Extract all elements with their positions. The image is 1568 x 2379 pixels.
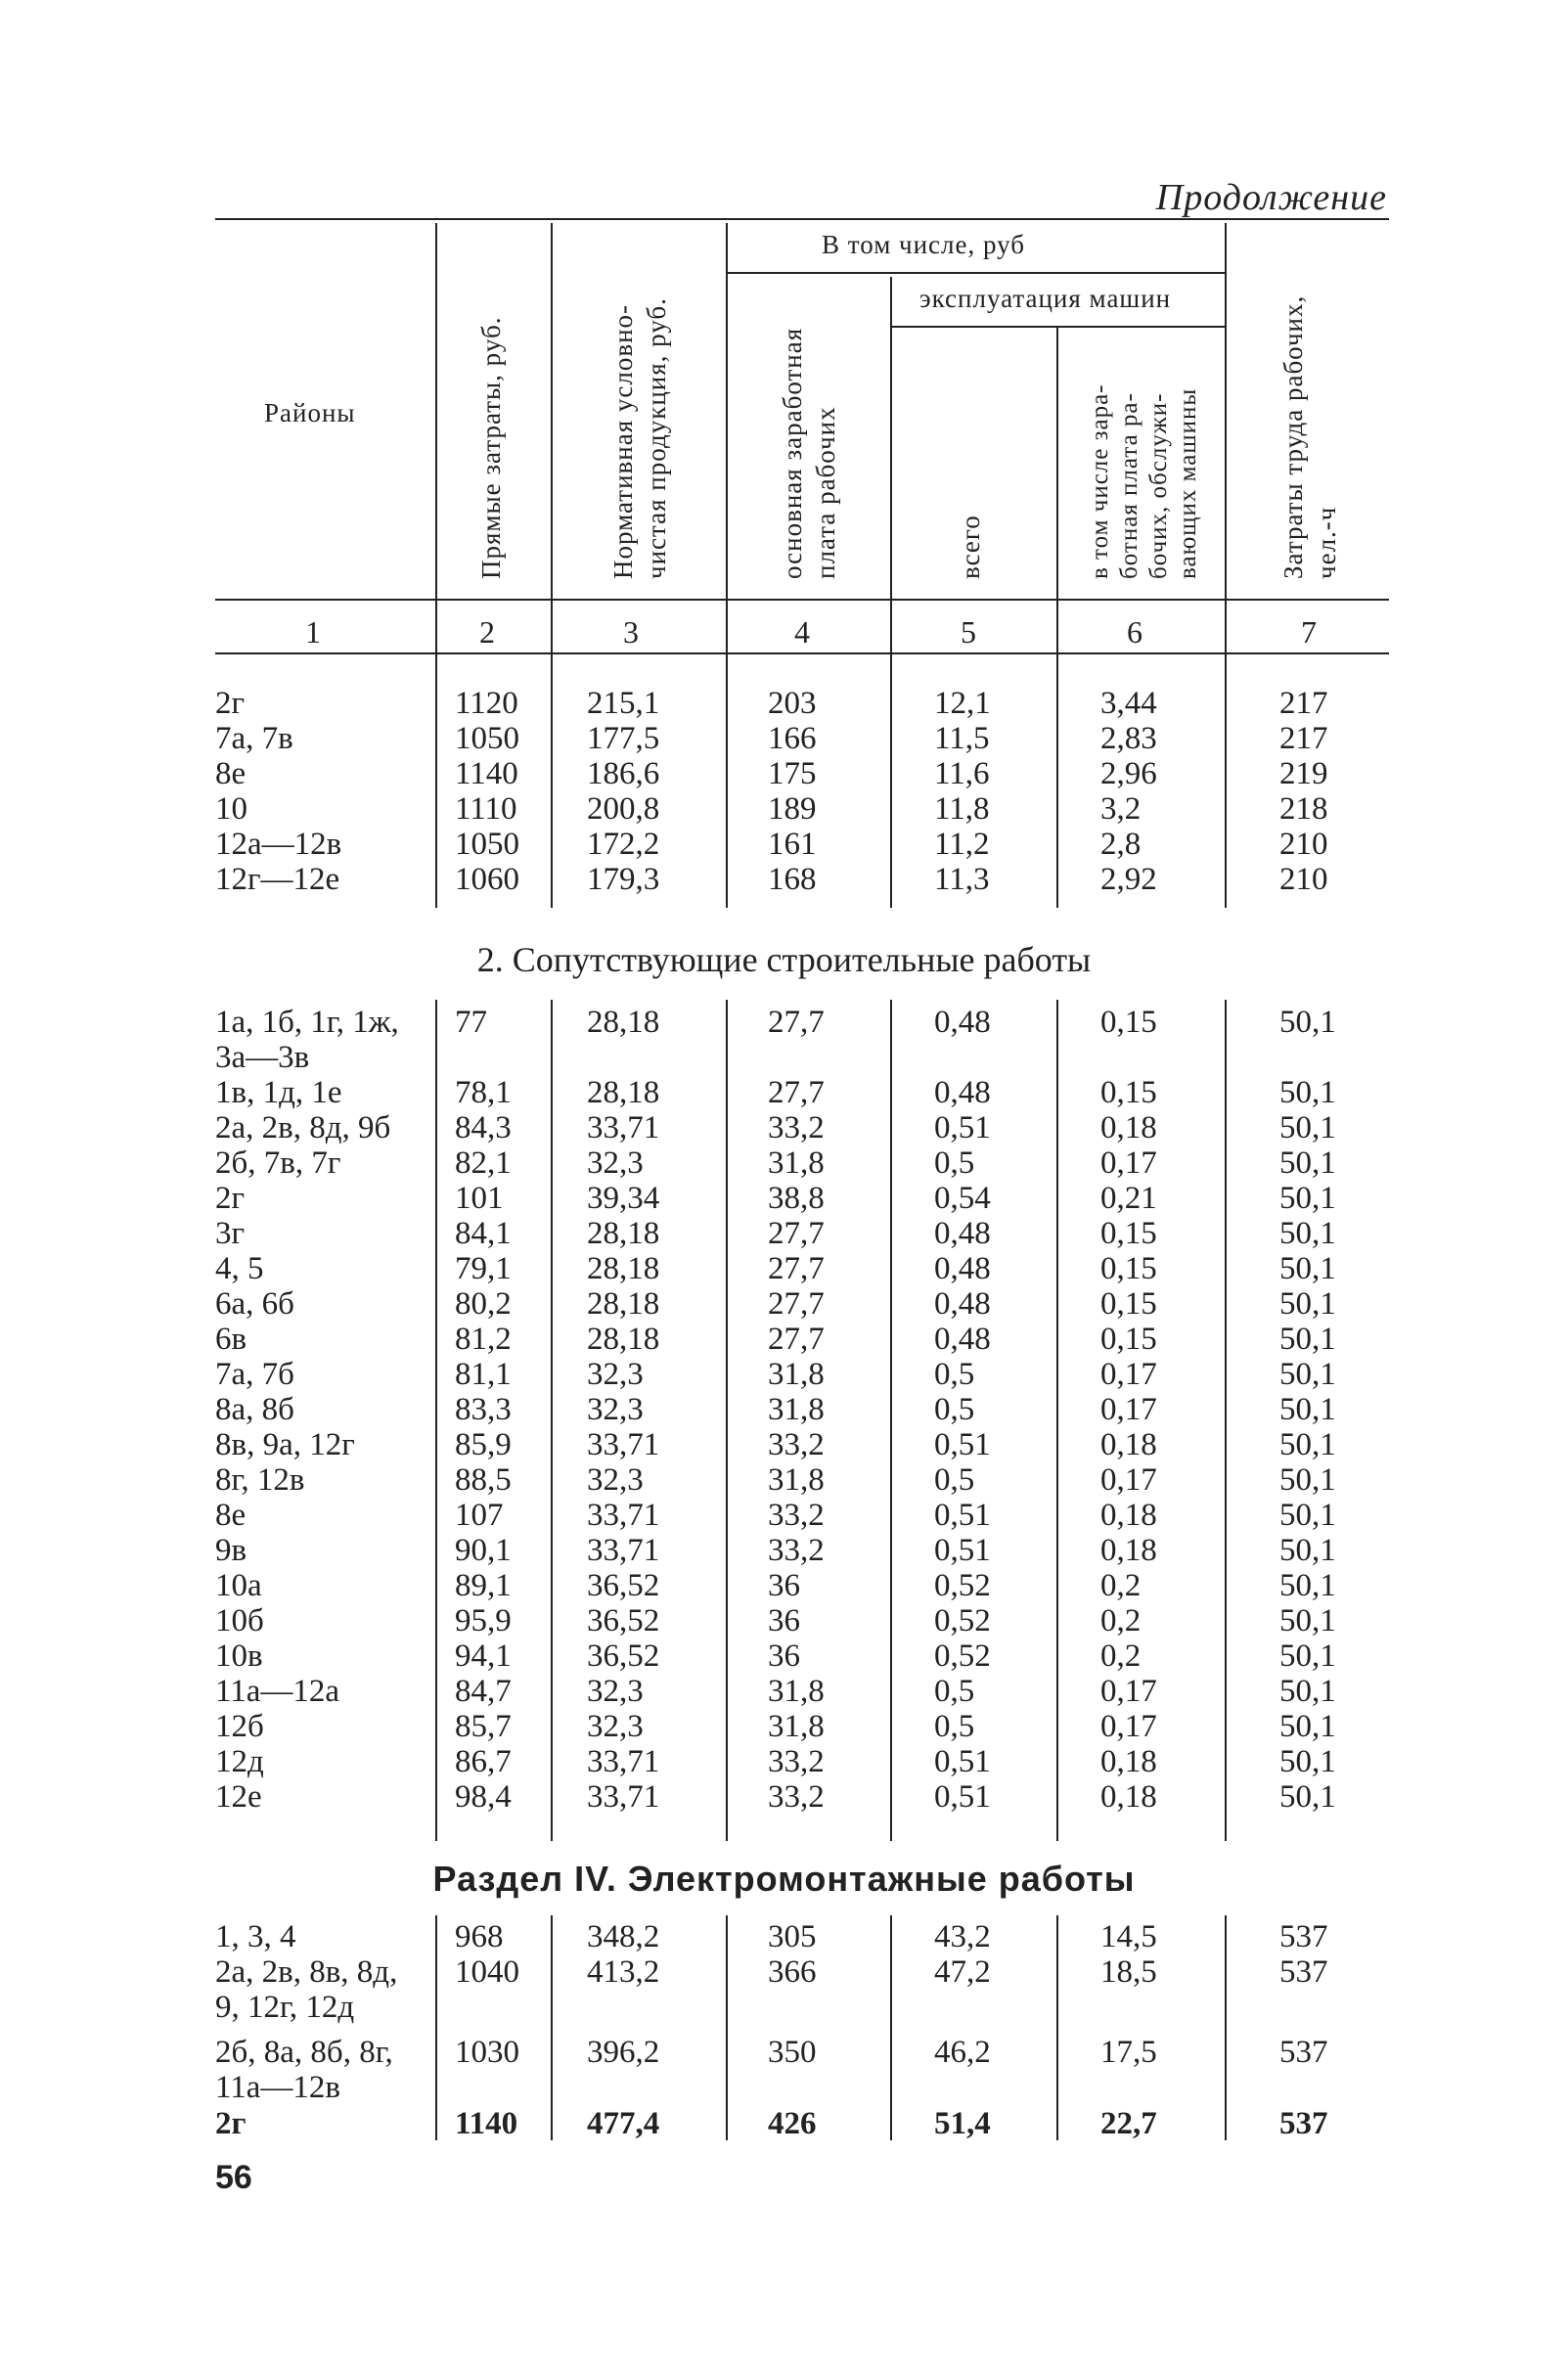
value-cell: 2,83 xyxy=(1100,721,1157,756)
value-cell: 0,18 xyxy=(1100,1779,1157,1815)
table-row xyxy=(0,1040,1568,1075)
value-cell: 50,1 xyxy=(1279,1075,1336,1110)
value-cell: 1110 xyxy=(455,791,517,827)
value-cell: 33,2 xyxy=(768,1744,825,1779)
value-cell: 90,1 xyxy=(455,1533,512,1568)
value-cell: 2,96 xyxy=(1100,756,1157,791)
value-cell: 968 xyxy=(455,1919,504,1954)
region-cell: 8е xyxy=(215,756,246,791)
value-cell: 98,4 xyxy=(455,1779,512,1815)
value-cell: 95,9 xyxy=(455,1603,512,1638)
value-cell: 50,1 xyxy=(1279,1145,1336,1181)
header-machine-wage-line1: в том числе зара- xyxy=(1087,383,1113,579)
value-cell: 0,2 xyxy=(1100,1568,1142,1603)
value-cell: 0,17 xyxy=(1100,1674,1157,1709)
header-machines: эксплуатация машин xyxy=(919,284,1172,313)
value-cell: 305 xyxy=(768,1919,817,1954)
value-cell: 46,2 xyxy=(934,2035,991,2070)
table-row xyxy=(0,721,1568,756)
value-cell: 36 xyxy=(768,1568,800,1603)
header-machine-wage-line3: бочих, обслужи- xyxy=(1145,392,1172,579)
value-cell: 50,1 xyxy=(1279,1779,1336,1815)
table-row xyxy=(0,1990,1568,2025)
value-cell: 27,7 xyxy=(768,1286,825,1322)
table-top-rule xyxy=(215,218,1389,220)
value-cell: 11,3 xyxy=(934,862,990,897)
colnum-2: 2 xyxy=(479,614,495,650)
value-cell: 0,17 xyxy=(1100,1392,1157,1427)
value-cell: 84,1 xyxy=(455,1216,512,1251)
value-cell: 50,1 xyxy=(1279,1427,1336,1462)
value-cell: 36 xyxy=(768,1638,800,1674)
region-cell: 8е xyxy=(215,1498,246,1533)
value-cell: 50,1 xyxy=(1279,1322,1336,1357)
region-cell: 10 xyxy=(215,791,247,827)
region-cell: 9, 12г, 12д xyxy=(215,1990,355,2025)
value-cell: 28,18 xyxy=(587,1322,660,1357)
value-cell: 31,8 xyxy=(768,1462,825,1498)
value-cell: 2,92 xyxy=(1100,862,1157,897)
value-cell: 0,17 xyxy=(1100,1357,1157,1392)
value-cell: 537 xyxy=(1279,1919,1328,1954)
value-cell: 0,17 xyxy=(1100,1709,1157,1744)
value-cell: 0,18 xyxy=(1100,1533,1157,1568)
header-base-wage-line2: плата рабочих xyxy=(811,406,840,579)
value-cell: 94,1 xyxy=(455,1638,512,1674)
value-cell: 27,7 xyxy=(768,1251,825,1286)
section-2-title: 2. Сопутствующие строительные работы xyxy=(476,940,1092,979)
value-cell: 107 xyxy=(455,1498,504,1533)
value-cell: 28,18 xyxy=(587,1286,660,1322)
table-row xyxy=(0,1110,1568,1145)
value-cell: 0,52 xyxy=(934,1603,991,1638)
table-row xyxy=(0,1568,1568,1603)
table-row xyxy=(0,1462,1568,1498)
value-cell: 33,71 xyxy=(587,1427,660,1462)
value-cell: 33,2 xyxy=(768,1110,825,1145)
region-cell: 7а, 7в xyxy=(215,721,293,756)
value-cell: 200,8 xyxy=(587,791,660,827)
value-cell: 43,2 xyxy=(934,1919,991,1954)
table-row xyxy=(0,1357,1568,1392)
value-cell: 81,1 xyxy=(455,1357,512,1392)
value-cell: 11,2 xyxy=(934,827,990,862)
colnum-3: 3 xyxy=(623,614,639,650)
value-cell: 50,1 xyxy=(1279,1744,1336,1779)
table-row xyxy=(0,1744,1568,1779)
value-cell: 83,3 xyxy=(455,1392,512,1427)
value-cell: 28,18 xyxy=(587,1075,660,1110)
value-cell: 177,5 xyxy=(587,721,660,756)
value-cell: 203 xyxy=(768,686,817,721)
region-cell: 3а—3в xyxy=(215,1040,310,1075)
value-cell: 81,2 xyxy=(455,1322,512,1357)
page-number: 56 xyxy=(215,2159,252,2196)
value-cell: 32,3 xyxy=(587,1145,644,1181)
value-cell: 31,8 xyxy=(768,1357,825,1392)
value-cell: 0,18 xyxy=(1100,1498,1157,1533)
colnum-6: 6 xyxy=(1127,614,1142,650)
value-cell: 50,1 xyxy=(1279,1286,1336,1322)
value-cell: 396,2 xyxy=(587,2035,660,2070)
value-cell: 166 xyxy=(768,721,817,756)
value-cell: 86,7 xyxy=(455,1744,512,1779)
table-row xyxy=(0,2070,1568,2105)
value-cell: 0,5 xyxy=(934,1462,975,1498)
value-cell: 0,15 xyxy=(1100,1075,1157,1110)
value-cell: 77 xyxy=(455,1005,487,1040)
value-cell: 36,52 xyxy=(587,1568,660,1603)
value-cell: 33,2 xyxy=(768,1498,825,1533)
header-direct-costs: Прямые затраты, руб. xyxy=(476,316,506,579)
value-cell: 161 xyxy=(768,827,817,862)
value-cell: 0,18 xyxy=(1100,1110,1157,1145)
value-cell: 28,18 xyxy=(587,1216,660,1251)
value-cell: 168 xyxy=(768,862,817,897)
value-cell: 85,7 xyxy=(455,1709,512,1744)
value-cell: 27,7 xyxy=(768,1322,825,1357)
continuation-label: Продолжение xyxy=(1155,177,1387,218)
value-cell: 33,2 xyxy=(768,1779,825,1815)
value-cell: 50,1 xyxy=(1279,1392,1336,1427)
table-row xyxy=(0,1779,1568,1815)
region-cell: 10б xyxy=(215,1603,264,1638)
region-cell: 9в xyxy=(215,1533,247,1568)
value-cell: 0,18 xyxy=(1100,1427,1157,1462)
value-cell: 27,7 xyxy=(768,1216,825,1251)
value-cell: 36 xyxy=(768,1603,800,1638)
value-cell: 22,7 xyxy=(1100,2106,1157,2141)
colnum-5: 5 xyxy=(961,614,976,650)
value-cell: 50,1 xyxy=(1279,1709,1336,1744)
value-cell: 33,71 xyxy=(587,1498,660,1533)
value-cell: 537 xyxy=(1279,1954,1328,1990)
value-cell: 50,1 xyxy=(1279,1568,1336,1603)
region-cell: 1в, 1д, 1е xyxy=(215,1075,342,1110)
value-cell: 0,5 xyxy=(934,1145,975,1181)
table-row xyxy=(0,1674,1568,1709)
section-3-title: Раздел IV. Электромонтажные работы xyxy=(432,1859,1136,1899)
region-cell: 3г xyxy=(215,1216,246,1251)
value-cell: 1060 xyxy=(455,862,519,897)
region-cell: 12б xyxy=(215,1709,264,1744)
header-labor-line2: чел.-ч xyxy=(1312,506,1341,579)
value-cell: 14,5 xyxy=(1100,1919,1157,1954)
table-row xyxy=(0,1181,1568,1216)
header-base-wage-line1: основная заработная xyxy=(778,327,807,579)
value-cell: 32,3 xyxy=(587,1709,644,1744)
region-cell: 12г—12е xyxy=(215,862,340,897)
value-cell: 0,51 xyxy=(934,1779,991,1815)
table-row xyxy=(0,686,1568,721)
value-cell: 0,2 xyxy=(1100,1603,1142,1638)
value-cell: 85,9 xyxy=(455,1427,512,1462)
value-cell: 31,8 xyxy=(768,1145,825,1181)
colnum-bottom-rule xyxy=(215,652,1389,654)
value-cell: 50,1 xyxy=(1279,1216,1336,1251)
value-cell: 0,15 xyxy=(1100,1251,1157,1286)
value-cell: 82,1 xyxy=(455,1145,512,1181)
value-cell: 36,52 xyxy=(587,1603,660,1638)
value-cell: 0,5 xyxy=(934,1357,975,1392)
table-row xyxy=(0,1392,1568,1427)
value-cell: 0,15 xyxy=(1100,1005,1157,1040)
value-cell: 50,1 xyxy=(1279,1251,1336,1286)
region-cell: 2а, 2в, 8д, 9б xyxy=(215,1110,391,1145)
table-row xyxy=(0,1251,1568,1286)
value-cell: 1140 xyxy=(455,756,518,791)
value-cell: 1120 xyxy=(455,686,518,721)
value-cell: 537 xyxy=(1279,2106,1328,2141)
region-cell: 2б, 7в, 7г xyxy=(215,1145,341,1181)
value-cell: 0,51 xyxy=(934,1110,991,1145)
value-cell: 0,15 xyxy=(1100,1286,1157,1322)
value-cell: 32,3 xyxy=(587,1462,644,1498)
value-cell: 33,71 xyxy=(587,1533,660,1568)
region-cell: 2а, 2в, 8в, 8д, xyxy=(215,1954,398,1990)
value-cell: 1140 xyxy=(455,2106,518,2141)
header-regions: Районы xyxy=(264,398,356,427)
table-row xyxy=(0,1603,1568,1638)
table-row xyxy=(0,1638,1568,1674)
region-cell: 11а—12а xyxy=(215,1674,340,1709)
colnum-7: 7 xyxy=(1301,614,1317,650)
table-row xyxy=(0,862,1568,897)
value-cell: 79,1 xyxy=(455,1251,512,1286)
value-cell: 50,1 xyxy=(1279,1462,1336,1498)
table-row xyxy=(0,1145,1568,1181)
value-cell: 0,21 xyxy=(1100,1181,1157,1216)
region-cell: 12д xyxy=(215,1744,264,1779)
value-cell: 0,51 xyxy=(934,1744,991,1779)
value-cell: 18,5 xyxy=(1100,1954,1157,1990)
value-cell: 0,48 xyxy=(934,1286,991,1322)
value-cell: 210 xyxy=(1279,827,1328,862)
value-cell: 0,2 xyxy=(1100,1638,1142,1674)
table-row xyxy=(0,791,1568,827)
value-cell: 0,17 xyxy=(1100,1462,1157,1498)
value-cell: 88,5 xyxy=(455,1462,512,1498)
table-row xyxy=(0,2106,1568,2141)
value-cell: 1050 xyxy=(455,721,519,756)
value-cell: 0,48 xyxy=(934,1005,991,1040)
value-cell: 31,8 xyxy=(768,1392,825,1427)
region-cell: 2г xyxy=(215,1181,246,1216)
table-row xyxy=(0,1005,1568,1040)
region-cell: 2г xyxy=(215,2106,246,2141)
table-row xyxy=(0,1322,1568,1357)
value-cell: 215,1 xyxy=(587,686,660,721)
value-cell: 1030 xyxy=(455,2035,519,2070)
header-machine-wage xyxy=(1086,383,1203,579)
region-cell: 1, 3, 4 xyxy=(215,1919,296,1954)
value-cell: 32,3 xyxy=(587,1357,644,1392)
region-cell: 10а xyxy=(215,1568,262,1603)
table-row xyxy=(0,1919,1568,1954)
region-cell: 12а—12в xyxy=(215,827,342,862)
value-cell: 101 xyxy=(455,1181,504,1216)
value-cell: 477,4 xyxy=(587,2106,660,2141)
value-cell: 0,52 xyxy=(934,1638,991,1674)
table-row xyxy=(0,1709,1568,1744)
value-cell: 17,5 xyxy=(1100,2035,1157,2070)
value-cell: 0,51 xyxy=(934,1533,991,1568)
value-cell: 0,5 xyxy=(934,1709,975,1744)
value-cell: 0,5 xyxy=(934,1674,975,1709)
value-cell: 84,3 xyxy=(455,1110,512,1145)
value-cell: 0,52 xyxy=(934,1568,991,1603)
value-cell: 210 xyxy=(1279,862,1328,897)
header-machine-wage-line4: вающих машины xyxy=(1175,387,1201,579)
value-cell: 50,1 xyxy=(1279,1110,1336,1145)
colnum-4: 4 xyxy=(794,614,810,650)
value-cell: 3,2 xyxy=(1100,791,1142,827)
value-cell: 33,71 xyxy=(587,1110,660,1145)
header-labor-line1: Затраты труда рабочих, xyxy=(1278,294,1308,579)
value-cell: 0,54 xyxy=(934,1181,991,1216)
value-cell: 1050 xyxy=(455,827,519,862)
value-cell: 0,48 xyxy=(934,1322,991,1357)
value-cell: 172,2 xyxy=(587,827,660,862)
value-cell: 366 xyxy=(768,1954,817,1990)
table-row xyxy=(0,1286,1568,1322)
value-cell: 51,4 xyxy=(934,2106,991,2141)
value-cell: 0,48 xyxy=(934,1075,991,1110)
value-cell: 31,8 xyxy=(768,1709,825,1744)
header-incl-group: В том числе, руб xyxy=(822,230,1026,259)
region-cell: 1а, 1б, 1г, 1ж, xyxy=(215,1005,399,1040)
value-cell: 217 xyxy=(1279,686,1328,721)
value-cell: 36,52 xyxy=(587,1638,660,1674)
header-normative xyxy=(606,297,673,579)
region-cell: 8в, 9а, 12г xyxy=(215,1427,355,1462)
region-cell: 7а, 7б xyxy=(215,1357,294,1392)
header-normative-line2: чистая продукция, руб. xyxy=(642,297,671,579)
value-cell: 0,48 xyxy=(934,1251,991,1286)
table-row xyxy=(0,1427,1568,1462)
value-cell: 33,2 xyxy=(768,1427,825,1462)
table-row xyxy=(0,1216,1568,1251)
value-cell: 350 xyxy=(768,2035,817,2070)
value-cell: 217 xyxy=(1279,721,1328,756)
value-cell: 33,71 xyxy=(587,1779,660,1815)
value-cell: 175 xyxy=(768,756,817,791)
value-cell: 50,1 xyxy=(1279,1533,1336,1568)
value-cell: 219 xyxy=(1279,756,1328,791)
header-total: всего xyxy=(956,515,985,579)
value-cell: 189 xyxy=(768,791,817,827)
value-cell: 0,48 xyxy=(934,1216,991,1251)
value-cell: 50,1 xyxy=(1279,1638,1336,1674)
value-cell: 31,8 xyxy=(768,1674,825,1709)
region-cell: 2г xyxy=(215,686,246,721)
value-cell: 84,7 xyxy=(455,1674,512,1709)
value-cell: 1040 xyxy=(455,1954,519,1990)
value-cell: 32,3 xyxy=(587,1392,644,1427)
value-cell: 50,1 xyxy=(1279,1603,1336,1638)
header-bottom-rule xyxy=(215,599,1389,601)
value-cell: 12,1 xyxy=(934,686,991,721)
table-row xyxy=(0,756,1568,791)
table-row xyxy=(0,1075,1568,1110)
value-cell: 0,18 xyxy=(1100,1744,1157,1779)
region-cell: 6в xyxy=(215,1322,247,1357)
region-cell: 8а, 8б xyxy=(215,1392,294,1427)
region-cell: 2б, 8а, 8б, 8г, xyxy=(215,2035,393,2070)
value-cell: 50,1 xyxy=(1279,1498,1336,1533)
value-cell: 27,7 xyxy=(768,1005,825,1040)
machines-top-rule xyxy=(726,272,1225,274)
value-cell: 50,1 xyxy=(1279,1357,1336,1392)
table-row xyxy=(0,2035,1568,2070)
region-cell: 8г, 12в xyxy=(215,1462,305,1498)
region-cell: 10в xyxy=(215,1638,263,1674)
value-cell: 50,1 xyxy=(1279,1181,1336,1216)
value-cell: 0,17 xyxy=(1100,1145,1157,1181)
value-cell: 33,2 xyxy=(768,1533,825,1568)
table-row xyxy=(0,827,1568,862)
value-cell: 413,2 xyxy=(587,1954,660,1990)
value-cell: 11,5 xyxy=(934,721,990,756)
value-cell: 3,44 xyxy=(1100,686,1157,721)
value-cell: 33,71 xyxy=(587,1744,660,1779)
header-base-wage xyxy=(776,328,842,579)
value-cell: 78,1 xyxy=(455,1075,512,1110)
value-cell: 0,51 xyxy=(934,1427,991,1462)
value-cell: 39,34 xyxy=(587,1181,660,1216)
value-cell: 28,18 xyxy=(587,1251,660,1286)
value-cell: 2,8 xyxy=(1100,827,1142,862)
value-cell: 27,7 xyxy=(768,1075,825,1110)
header-normative-line1: Нормативная условно- xyxy=(608,303,638,579)
colnum-1: 1 xyxy=(305,614,321,650)
value-cell: 426 xyxy=(768,2106,817,2141)
value-cell: 0,5 xyxy=(934,1392,975,1427)
value-cell: 32,3 xyxy=(587,1674,644,1709)
value-cell: 11,6 xyxy=(934,756,990,791)
value-cell: 179,3 xyxy=(587,862,660,897)
value-cell: 38,8 xyxy=(768,1181,825,1216)
value-cell: 80,2 xyxy=(455,1286,512,1322)
value-cell: 11,8 xyxy=(934,791,990,827)
table-row xyxy=(0,1533,1568,1568)
header-machine-wage-line2: ботная плата ра- xyxy=(1116,392,1142,579)
value-cell: 348,2 xyxy=(587,1919,660,1954)
value-cell: 0,51 xyxy=(934,1498,991,1533)
value-cell: 50,1 xyxy=(1279,1674,1336,1709)
value-cell: 28,18 xyxy=(587,1005,660,1040)
region-cell: 12е xyxy=(215,1779,262,1815)
value-cell: 89,1 xyxy=(455,1568,512,1603)
value-cell: 50,1 xyxy=(1279,1005,1336,1040)
table-row xyxy=(0,1954,1568,1990)
value-cell: 218 xyxy=(1279,791,1328,827)
region-cell: 6а, 6б xyxy=(215,1286,294,1322)
region-cell: 4, 5 xyxy=(215,1251,264,1286)
region-cell: 11а—12в xyxy=(215,2070,341,2105)
header-labor xyxy=(1277,295,1343,579)
value-cell: 0,15 xyxy=(1100,1322,1157,1357)
value-cell: 47,2 xyxy=(934,1954,991,1990)
value-cell: 0,15 xyxy=(1100,1216,1157,1251)
value-cell: 186,6 xyxy=(587,756,660,791)
table-row xyxy=(0,1498,1568,1533)
value-cell: 537 xyxy=(1279,2035,1328,2070)
